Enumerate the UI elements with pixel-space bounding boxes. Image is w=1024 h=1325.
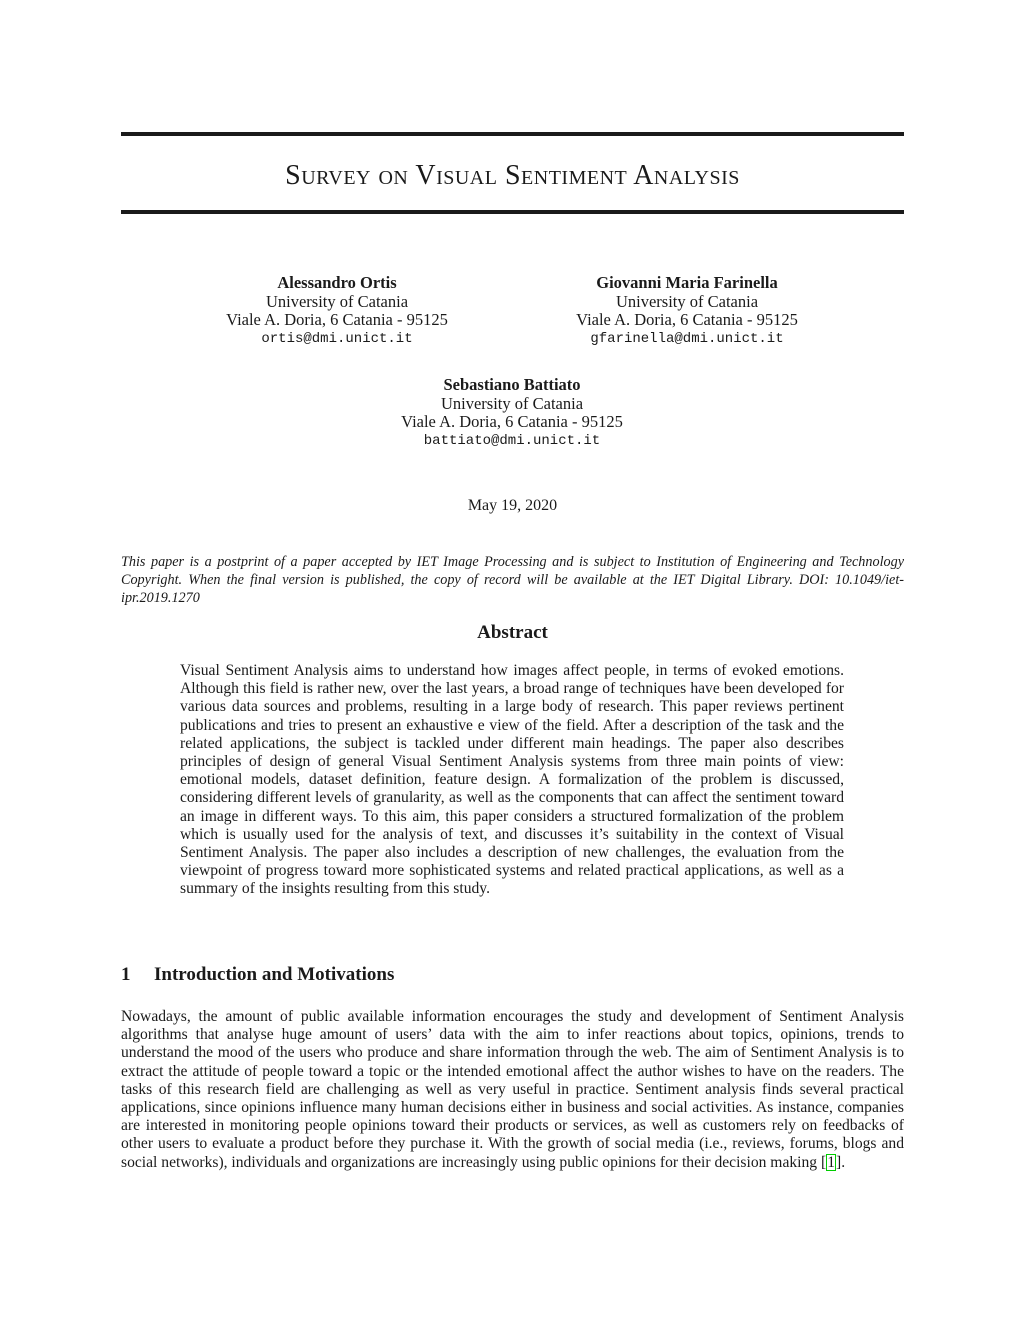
author-address: Viale A. Doria, 6 Catania - 95125: [576, 310, 798, 329]
author-email: battiato@dmi.unict.it: [423, 432, 601, 449]
section-heading: [121, 964, 904, 986]
title-top-rule: [121, 132, 904, 136]
citation-close-bracket: ]: [836, 1153, 842, 1171]
author-address: Viale A. Doria, 6 Catania - 95125: [226, 310, 448, 329]
author-address: Viale A. Doria, 6 Catania - 95125: [401, 412, 623, 431]
author-block: [190, 274, 484, 348]
author-name: Alessandro Ortis: [277, 273, 397, 292]
section-text: Nowadays, the amount of public available information encourages the study and development of Sentiment Analysis algorithms that analyse huge amount of users’ data with the aim to infer reactions about topics, opinions, trends to understand the mood of the users who produce and share information through the web. The aim of Sentiment Analysis is to extract the attitude of people toward a topic or the intended emotional affect the author wishes to have on the readers. The tasks of this research field are challenging as well as very useful in practice. Sentiment analysis finds several practical applications, since opinions influence many human decisions either in business and social activities. As instance, companies are interested in monitoring people opinions toward their products or services, as well as customers rely on feedbacks of other users to evaluate a product before they purchase it. With the growth of social media (i.e., reviews, forums, blogs and social networks), individuals and organizations are increasingly using public opinions for their decision making: [121, 1008, 904, 1171]
citation-open-bracket: [: [821, 1153, 827, 1171]
author-email: gfarinella@dmi.unict.it: [590, 330, 784, 347]
postprint-note: This paper is a postprint of a paper accepted by IET Image Processing and is subject to Institution of Engineering and Technology Copyright. When the final version is published, the copy of record will be available at the IET Digital Library. DOI: 10.1049/iet-ipr.2019.1270: [121, 554, 904, 607]
paper-title: Survey on Visual Sentiment Analysis: [285, 160, 740, 191]
author-email: ortis@dmi.unict.it: [261, 330, 413, 347]
section-paragraph: [121, 1008, 904, 1172]
author-block: [365, 376, 659, 450]
author-affiliation: University of Catania: [265, 291, 409, 311]
author-affiliation: University of Catania: [440, 393, 584, 413]
section-title: Introduction and Motivations: [154, 964, 395, 985]
section-number: 1: [121, 964, 131, 985]
abstract-text: Visual Sentiment Analysis aims to understand how images affect people, in terms of evoked emotions. Although this field is rather new, over the last years, a broad range of techniques have been developed for various data sources and problems, resulting in a large body of research. This paper reviews pertinent publications and tries to present an exhaustive e view of the field. After a description of the task and the related applications, the subject is tackled under different main headings. The paper also describes principles of design of general Visual Sentiment Analysis systems from three main points of view: emotional models, dataset definition, feature design. A formalization of the problem is discussed, considering different levels of granularity, as well as the components that can affect the sentiment toward an image in different ways. To this aim, this paper considers a structured formalization of the problem which is usually used for the analysis of text, and discusses it’s suitability in the context of Visual Sentiment Analysis. The paper also includes a description of new challenges, the evaluation from the viewpoint of progress toward more sophisticated systems and related practical applications, as well as a summary of the insights resulting from this study.: [180, 662, 844, 898]
author-affiliation: University of Catania: [615, 291, 759, 311]
abstract-heading: Abstract: [477, 622, 548, 643]
citation-link[interactable]: 1: [827, 1153, 835, 1171]
author-name: Sebastiano Battiato: [443, 375, 581, 394]
title-bottom-rule: [121, 210, 904, 214]
section-end: .: [841, 1153, 846, 1171]
paper-date: May 19, 2020: [467, 497, 558, 514]
author-name: Giovanni Maria Farinella: [596, 273, 778, 292]
author-block: [538, 274, 836, 348]
